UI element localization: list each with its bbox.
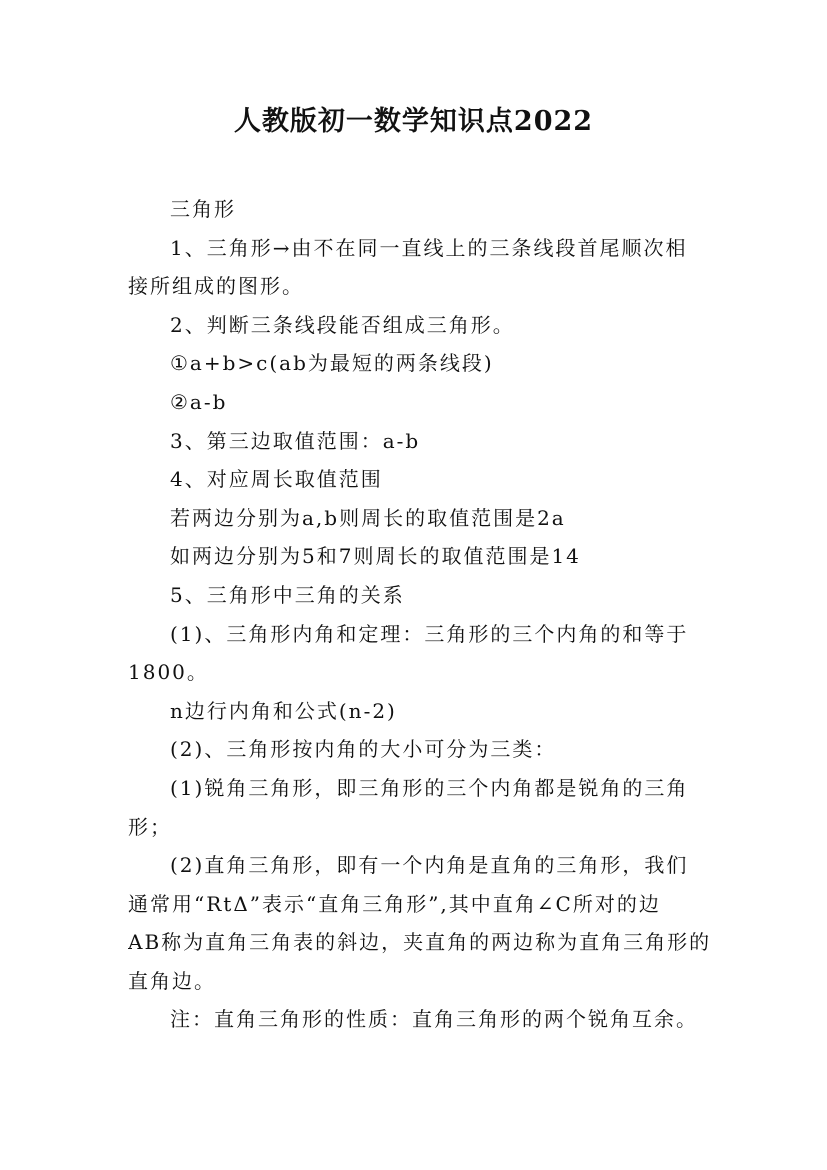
document-body (128, 190, 718, 1039)
paragraph-line: 三角形 (170, 197, 236, 221)
paragraph-line: AB称为直角三角表的斜边，夹直角的两边称为直角三角形的 (128, 930, 712, 955)
paragraph-line: ②a-b (170, 389, 228, 414)
paragraph-line: 通常用“RtΔ”表示“直角三角形”,其中直角∠C所对的边 (128, 891, 661, 916)
paragraph-line: 1、三角形→由不在同一直线上的三条线段首尾顺次相 (170, 235, 688, 260)
paragraph-line: 若两边分别为a,b则周长的取值范围是2a (170, 505, 566, 530)
paragraph-line: 注：直角三角形的性质：直角三角形的两个锐角互余。 (170, 1007, 698, 1032)
paragraph-line: ①a+b>c(ab为最短的两条线段) (170, 351, 494, 376)
paragraph-line: (1)锐角三角形，即三角形的三个内角都是锐角的三角 (170, 775, 689, 800)
paragraph-line: 3、第三边取值范围：a-b (170, 428, 421, 453)
paragraph-line: 1800。 (128, 660, 209, 685)
paragraph-line: 4、对应周长取值范围 (170, 467, 383, 492)
paragraph-line: (2)直角三角形，即有一个内角是直角的三角形，我们 (170, 853, 689, 878)
paragraph-line: 形； (128, 814, 172, 839)
paragraph-line: 2、判断三条线段能否组成三角形。 (170, 312, 515, 337)
document-title: 人教版初一数学知识点2022 (233, 106, 594, 137)
paragraph-line: 如两边分别为5和7则周长的取值范围是14 (170, 544, 581, 569)
paragraph-line: n边行内角和公式(n-2) (170, 698, 397, 723)
paragraph-line: (2)、三角形按内角的大小可分为三类： (170, 737, 557, 762)
paragraph-line: 5、三角形中三角的关系 (170, 582, 405, 607)
paragraph-line: 直角边。 (128, 968, 216, 993)
paragraph-line: 接所组成的图形。 (128, 274, 304, 299)
paragraph-line: (1)、三角形内角和定理：三角形的三个内角的和等于 (170, 621, 689, 646)
